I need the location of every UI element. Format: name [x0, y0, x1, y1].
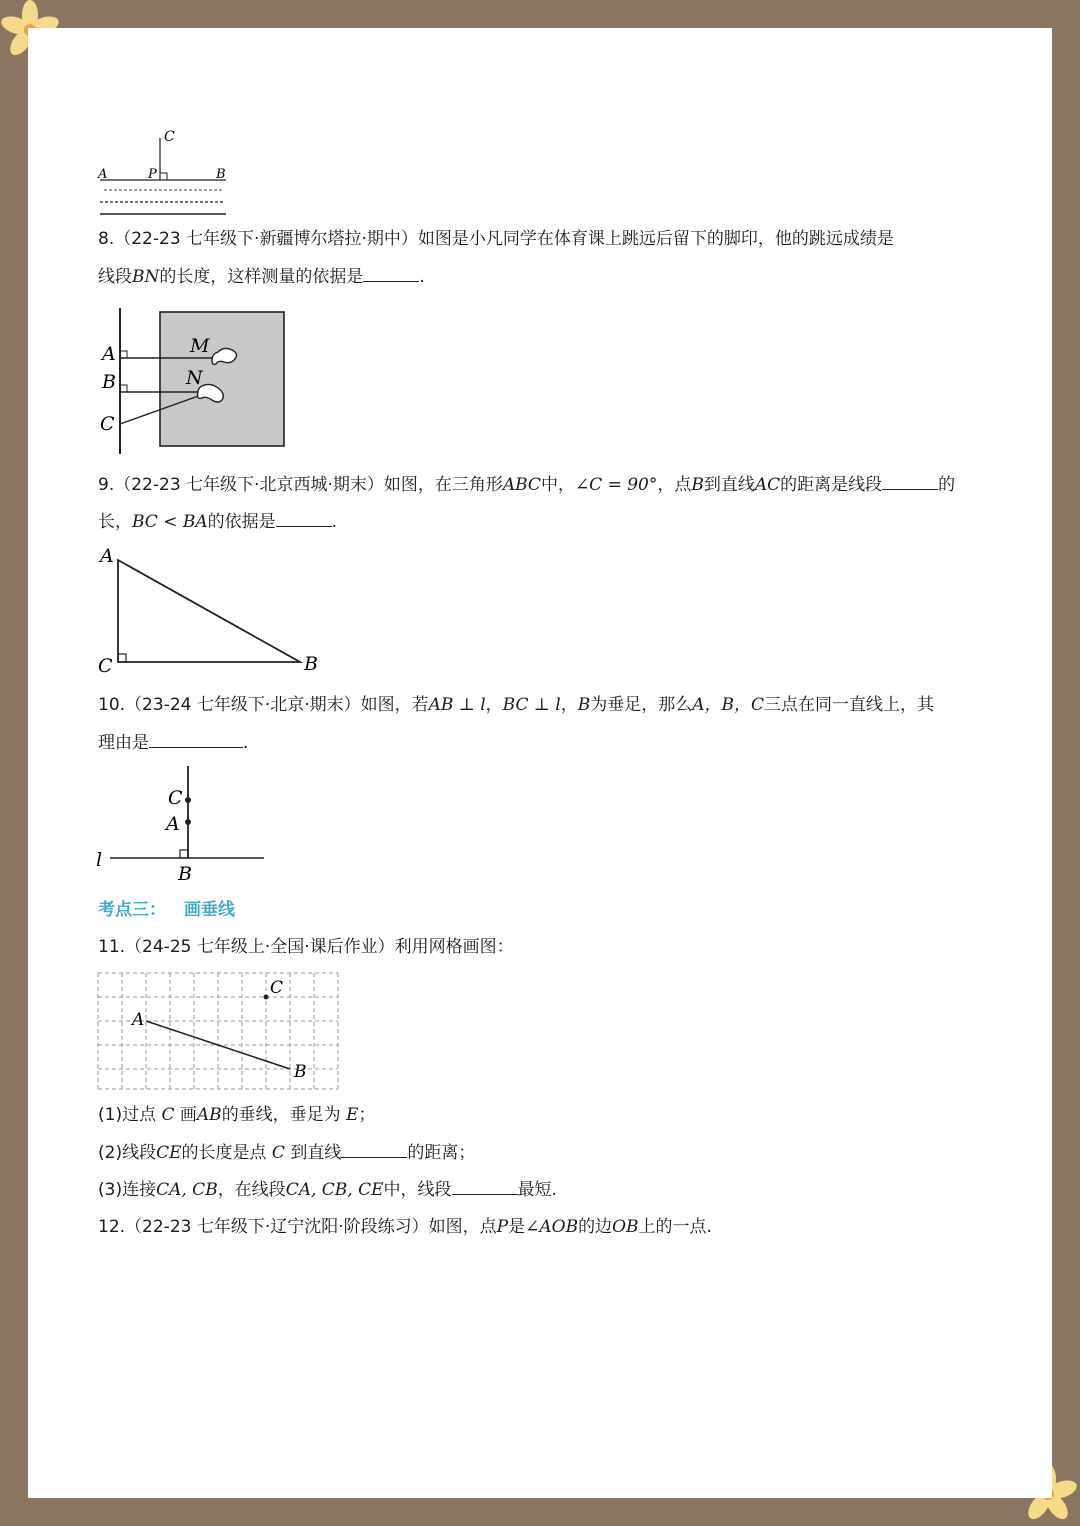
figure-q9-triangle: [94, 542, 334, 678]
answer-blank[interactable]: [149, 731, 243, 748]
question-text: 如图，若: [360, 695, 429, 715]
question-text: 到直线: [703, 475, 755, 495]
fig8-label-c: C: [100, 413, 115, 435]
question-source: （22-23 七年级下·北京西城·期末）: [114, 475, 384, 495]
question-source: （23-24 七年级下·北京·期末）: [125, 695, 361, 715]
question-text: 如图，点: [428, 1217, 497, 1237]
question-text: ，: [485, 695, 503, 715]
math-point: B: [691, 475, 704, 495]
question-text: .: [331, 512, 338, 532]
question-text: 最短.: [517, 1180, 557, 1200]
section-label: 考点三：: [98, 900, 166, 920]
question-11-sub-2: [98, 1141, 475, 1164]
fig9-label-c: C: [98, 655, 113, 677]
math-segments: CA, CB: [156, 1180, 218, 1200]
question-text: 上的一点.: [638, 1217, 712, 1237]
question-text: 的垂线，垂足为: [221, 1105, 347, 1125]
fig9-label-b: B: [304, 653, 318, 675]
question-text: ，点: [657, 475, 692, 495]
fig7-label-a: A: [98, 167, 108, 182]
figure-q8-footprints: [94, 306, 294, 458]
math-point: E: [346, 1105, 359, 1125]
question-10-line-2: [98, 731, 248, 754]
question-text: 的长度，这样测量的依据是: [159, 267, 364, 287]
fig8-label-a: A: [102, 343, 116, 365]
fig7-label-b: B: [216, 167, 226, 182]
fig10-label-a: A: [166, 813, 180, 835]
math-segments: CA, CB, CE: [285, 1180, 384, 1200]
question-number: 11.: [98, 937, 126, 957]
section-title: 画垂线: [184, 900, 235, 920]
question-text: 的边: [578, 1217, 613, 1237]
question-text: ，在线段: [217, 1180, 286, 1200]
math-segment: OB: [612, 1217, 639, 1237]
point-c: [185, 797, 191, 803]
section-heading: [98, 899, 235, 921]
math-angle: ∠C = 90°: [574, 475, 658, 495]
question-text: 到直线: [284, 1143, 342, 1163]
question-text: 的距离；: [407, 1143, 476, 1163]
question-text: (2)线段: [98, 1143, 157, 1163]
math-perpendicular: AB ⊥ l: [428, 695, 486, 715]
question-number: 8.: [98, 229, 115, 249]
question-text: 中，: [540, 475, 575, 495]
question-text: 如图，在三角形: [383, 475, 503, 495]
question-9-line-1: [98, 473, 955, 496]
question-text: (3)连接: [98, 1180, 157, 1200]
math-segment: AB: [196, 1105, 222, 1125]
math-points: A，B，C: [692, 695, 765, 715]
math-point: P: [496, 1217, 509, 1237]
answer-blank[interactable]: [452, 1178, 518, 1195]
fig11-label-b: B: [294, 1062, 307, 1082]
answer-blank[interactable]: [363, 265, 419, 282]
fig11-label-a: A: [132, 1010, 145, 1030]
point-c: [264, 995, 269, 1000]
question-10-line-1: [98, 694, 934, 716]
question-text: 如图是小凡同学在体育课上跳远后留下的脚印，他的跳远成绩是: [417, 229, 894, 249]
worksheet-page: [28, 28, 1052, 1498]
answer-blank[interactable]: [276, 510, 332, 527]
fig8-label-b: B: [102, 371, 116, 393]
fig10-label-c: C: [168, 787, 183, 809]
question-text: 理由是: [98, 733, 149, 753]
fig8-label-n: N: [186, 367, 203, 389]
question-text: 的: [938, 475, 956, 495]
fig8-label-m: M: [190, 335, 210, 357]
fig10-label-l: l: [96, 849, 103, 871]
question-text: 的长度是点: [181, 1143, 272, 1163]
fig11-label-c: C: [270, 978, 284, 998]
question-text: 长，: [98, 512, 132, 532]
figure-q11-grid: [96, 971, 342, 1093]
question-text: .: [419, 267, 425, 287]
question-number: 9.: [98, 475, 115, 495]
question-text: ；: [358, 1105, 376, 1125]
question-text: 中，线段: [383, 1180, 452, 1200]
question-8-line-1: [98, 228, 894, 250]
figure-q10-collinear: [94, 762, 274, 884]
math-perpendicular: BC ⊥ l: [502, 695, 561, 715]
math-triangle: ABC: [502, 475, 541, 495]
fig7-label-c: C: [164, 129, 175, 145]
question-text: 线段: [98, 267, 132, 287]
question-11-line-1: [98, 936, 514, 958]
question-text: 三点在同一直线上，其: [764, 695, 935, 715]
question-8-line-2: [98, 265, 425, 288]
question-source: （22-23 七年级下·辽宁沈阳·阶段练习）: [125, 1217, 429, 1237]
question-text: 画: [174, 1105, 197, 1125]
question-11-sub-1: [98, 1104, 376, 1126]
math-point: B: [577, 695, 591, 715]
question-text: 利用网格画图：: [394, 937, 514, 957]
math-line: AC: [754, 475, 781, 495]
math-angle: ∠AOB: [525, 1217, 579, 1237]
question-source: （24-25 七年级上·全国·课后作业）: [125, 937, 395, 957]
question-text: 为垂足，那么: [590, 695, 693, 715]
question-12-line-1: [98, 1216, 712, 1238]
question-text: ，: [560, 695, 578, 715]
answer-blank[interactable]: [882, 473, 938, 490]
math-inequality: BC < BA: [132, 512, 208, 532]
math-segment: CE: [156, 1143, 182, 1163]
fig10-label-b: B: [178, 863, 192, 884]
question-text: 的依据是: [207, 512, 276, 532]
question-source: （22-23 七年级下·新疆博尔塔拉·期中）: [114, 229, 418, 249]
math-point: C: [271, 1143, 285, 1163]
question-text: 是: [508, 1217, 526, 1237]
question-number: 10.: [98, 695, 126, 715]
question-text: .: [243, 733, 249, 753]
point-a: [185, 819, 191, 825]
question-text: (1)过点: [98, 1105, 162, 1125]
figure-q7: [94, 126, 234, 218]
math-point: C: [161, 1105, 175, 1125]
fig7-label-p: P: [148, 167, 157, 182]
math-segment: BN: [132, 267, 160, 287]
question-11-sub-3: [98, 1178, 557, 1201]
question-number: 12.: [98, 1217, 126, 1237]
question-9-line-2: [98, 510, 337, 533]
fig9-label-a: A: [100, 545, 114, 567]
answer-blank[interactable]: [341, 1141, 407, 1158]
question-text: 的距离是线段: [780, 475, 883, 495]
